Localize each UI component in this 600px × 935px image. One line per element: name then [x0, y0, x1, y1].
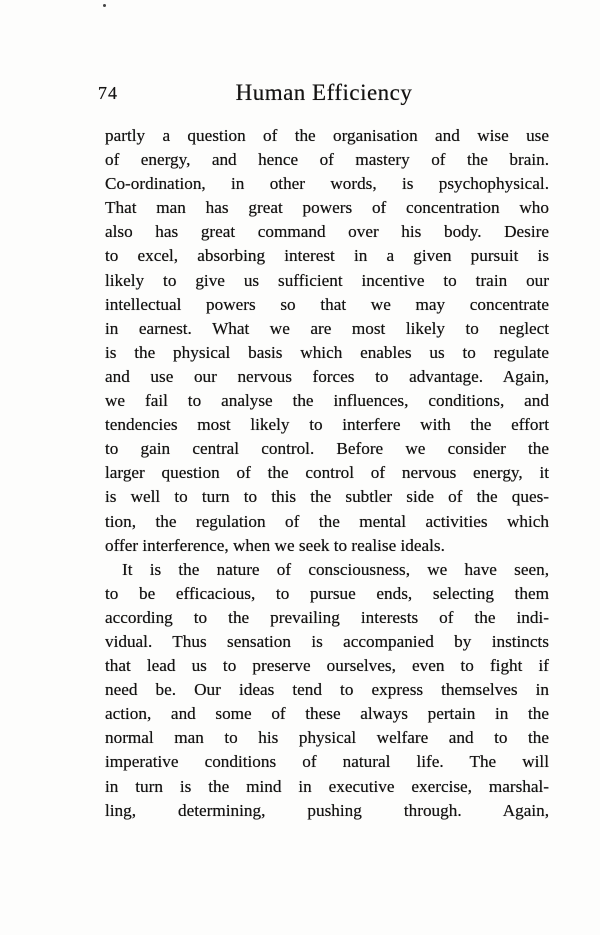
text-line: to excel, absorbing interest in a given pursuit is	[105, 246, 549, 266]
text-line: to gain central control. Before we consider the	[105, 439, 549, 459]
text-line: larger question of the control of nervous energy, it	[105, 463, 549, 483]
text-line: according to the prevailing interests of the indi-	[105, 607, 549, 627]
paragraph	[105, 558, 549, 823]
text-line: in earnest. What we are most likely to neglect	[105, 318, 549, 338]
text-line: need be. Our ideas tend to express themselves in	[105, 680, 549, 700]
text-line: imperative conditions of natural life. The will	[105, 752, 549, 772]
text-line: is the physical basis which enables us to regulate	[105, 342, 549, 362]
text-line: tion, the regulation of the mental activities which	[105, 511, 549, 531]
running-head	[98, 74, 550, 106]
scan-artifact	[103, 4, 106, 7]
text-line: also has great command over his body. Desire	[105, 222, 549, 242]
text-line: That man has great powers of concentration who	[105, 198, 549, 218]
text-line: partly a question of the organisation and wise use	[105, 126, 549, 145]
page-body	[105, 124, 549, 823]
text-line: of energy, and hence of mastery of the brain.	[105, 150, 549, 170]
text-line: we fail to analyse the influences, conditions, and	[105, 391, 549, 411]
paragraph	[105, 124, 549, 558]
text-line: normal man to his physical welfare and to the	[105, 728, 549, 748]
text-line: to be efficacious, to pursue ends, selecting them	[105, 583, 549, 603]
text-line: intellectual powers so that we may concentrate	[105, 294, 549, 314]
text-line: likely to give us sufficient incentive to train our	[105, 270, 549, 290]
text-line: that lead us to preserve ourselves, even to fight if	[105, 656, 549, 676]
text-line: tendencies most likely to interfere with the effort	[105, 415, 549, 435]
text-line: vidual. Thus sensation is accompanied by instincts	[105, 631, 549, 651]
text-line: offer interference, when we seek to realise ideals.	[105, 535, 445, 555]
text-line: is well to turn to this the subtler side of the ques-	[105, 487, 549, 507]
text-line: ling, determining, pushing through. Again,	[105, 800, 549, 820]
page-number: 74	[98, 83, 118, 103]
text-line: in turn is the mind in executive exercise, marshal-	[105, 776, 549, 796]
text-line: action, and some of these always pertain in the	[105, 704, 549, 724]
text-line: Co-ordination, in other words, is psychophysical.	[105, 174, 549, 194]
text-line: It is the nature of consciousness, we have seen,	[122, 559, 549, 579]
running-head-title: Human Efficiency	[235, 80, 413, 105]
text-line: and use our nervous forces to advantage. Again,	[105, 366, 549, 386]
